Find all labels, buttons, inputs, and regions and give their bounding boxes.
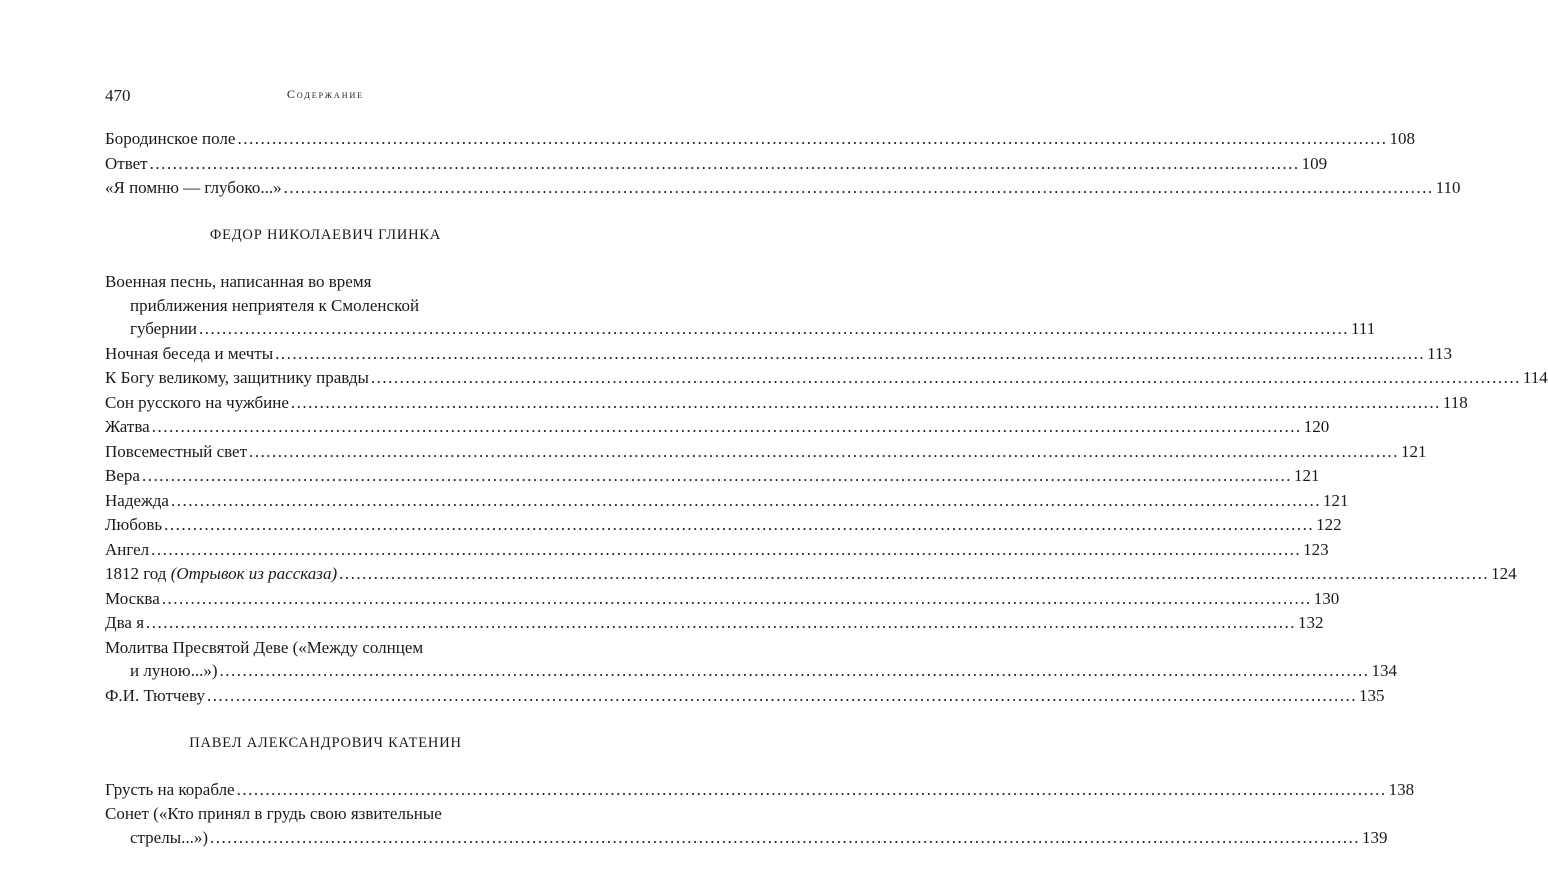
entry-page-number: 132 [1298, 613, 1324, 632]
dot-leader: ........................................................................................................................................................................................................ [151, 539, 1302, 559]
entry-title: и луною...») [130, 661, 218, 680]
entry-title: Ангел [105, 539, 150, 559]
toc-entry [105, 513, 1342, 537]
entry-title: Два я [105, 613, 145, 632]
entry-page-number: 121 [1293, 466, 1320, 485]
page-number: 470 [105, 86, 131, 105]
toc-entry [105, 659, 1398, 683]
dot-leader: ........................................................................................................................................................................................................ [151, 417, 1302, 436]
dot-leader: ........................................................................................................................................................................................................ [146, 613, 1297, 632]
entry-page-number: 120 [1303, 417, 1330, 436]
entry-page-number: 135 [1358, 685, 1385, 705]
toc-entry [105, 684, 1385, 708]
toc-entry [105, 415, 1330, 439]
toc-entry [105, 152, 1328, 176]
toc-entry [105, 587, 1340, 611]
entry-title: Москва [105, 588, 160, 608]
dot-leader: ........................................................................................................................................................................................................ [149, 153, 1300, 173]
entry-title-line: Молитва Пресвятой Деве («Между солнцем [105, 637, 424, 657]
dot-leader: ........................................................................................................................................................................................................ [141, 466, 1292, 485]
dot-leader: ........................................................................................................................................................................................................ [170, 490, 1321, 510]
dot-leader: ........................................................................................................................................................................................................ [237, 129, 1388, 148]
entry-page-number: 113 [1427, 343, 1453, 363]
entry-title: Бородинское поле [105, 129, 236, 148]
dot-leader: ........................................................................................................................................................................................................ [161, 588, 1312, 608]
toc-entry [105, 562, 1517, 586]
entry-page-number: 139 [1362, 827, 1388, 847]
entry-title: Ф.И. Тютчеву [105, 685, 205, 705]
entry-title: Любовь [105, 515, 163, 534]
dot-leader: ........................................................................................................................................................................................................ [339, 564, 1490, 583]
toc-entry [105, 611, 1324, 635]
entry-title: Надежда [105, 490, 169, 510]
toc-entry [105, 464, 1320, 488]
toc-entry [105, 538, 1329, 562]
running-head [105, 86, 546, 110]
toc-entry [105, 826, 1388, 850]
entry-title: Жатва [105, 417, 150, 436]
entry-page-number: 122 [1316, 515, 1342, 534]
toc-entry [105, 176, 1461, 200]
entry-title: губернии [130, 319, 198, 338]
entry-title: «Я помню — глубоко...» [105, 178, 282, 197]
dot-leader: ........................................................................................................................................................................................................ [275, 343, 1426, 363]
entry-title-line: Военная песнь, написанная во время [105, 272, 372, 291]
entry-page-number: 123 [1303, 539, 1329, 559]
dot-leader: ........................................................................................................................................................................................................ [206, 685, 1357, 705]
entry-page-number: 121 [1322, 490, 1349, 510]
dot-leader: ........................................................................................................................................................................................................ [249, 441, 1400, 461]
dot-leader: ........................................................................................................................................................................................................ [219, 661, 1370, 680]
toc-entry-multiline [105, 636, 1398, 684]
entry-page-number: 134 [1371, 661, 1398, 680]
dot-leader: ........................................................................................................................................................................................................ [236, 779, 1387, 799]
entry-page-number: 124 [1491, 564, 1517, 583]
entry-title: Сон русского на чужбине [105, 392, 289, 412]
entry-title: К Богу великому, защитнику правды [105, 368, 369, 387]
entry-title: Повсеместный свет [105, 441, 248, 461]
section-title: Содержание [286, 87, 365, 101]
entry-page-number: 114 [1522, 368, 1548, 387]
entry-subtitle: (Отрывок из рассказа) [170, 564, 338, 583]
toc-entry [105, 127, 1415, 151]
table-of-contents [105, 127, 1548, 850]
toc-entry [105, 366, 1548, 390]
entry-page-number: 118 [1442, 392, 1468, 412]
entry-title: стрелы...») [130, 827, 209, 847]
entry-title: Ночная беседа и мечты [105, 343, 274, 363]
entry-page-number: 130 [1313, 588, 1340, 608]
entry-page-number: 121 [1401, 441, 1427, 461]
toc-entry [105, 489, 1349, 513]
toc-entry [105, 440, 1427, 464]
entry-page-number: 111 [1351, 319, 1376, 338]
entry-title: 1812 год (Отрывок из рассказа) [105, 564, 338, 583]
entry-title: Вера [105, 466, 140, 485]
entry-page-number: 138 [1388, 779, 1415, 799]
dot-leader: ........................................................................................................................................................................................................ [290, 392, 1441, 412]
dot-leader: ........................................................................................................................................................................................................ [199, 319, 1350, 338]
entry-title: Ответ [105, 153, 148, 173]
entry-page-number: 109 [1301, 153, 1328, 173]
toc-entry [105, 342, 1453, 366]
toc-entry [105, 391, 1468, 415]
entry-page-number: 110 [1435, 178, 1461, 197]
toc-entry [105, 778, 1415, 802]
entry-page-number: 108 [1389, 129, 1415, 148]
dot-leader: ........................................................................................................................................................................................................ [164, 515, 1315, 534]
dot-leader: ........................................................................................................................................................................................................ [210, 827, 1361, 847]
entry-title-line: приближения неприятеля к Смоленской [130, 295, 420, 315]
author-heading: ПАВЕЛ АЛЕКСАНДРОВИЧ КАТЕНИН [189, 734, 462, 751]
toc-entry-multiline [105, 802, 1388, 850]
entry-title-line: Сонет («Кто принял в грудь свою язвительные [105, 804, 442, 823]
entry-title: Грусть на корабле [105, 779, 235, 799]
toc-entry-multiline [105, 270, 1376, 341]
author-heading: ФЕДОР НИКОЛАЕВИЧ ГЛИНКА [209, 227, 442, 243]
dot-leader: ........................................................................................................................................................................................................ [370, 368, 1521, 387]
toc-entry [105, 317, 1376, 341]
dot-leader: ........................................................................................................................................................................................................ [283, 178, 1434, 197]
